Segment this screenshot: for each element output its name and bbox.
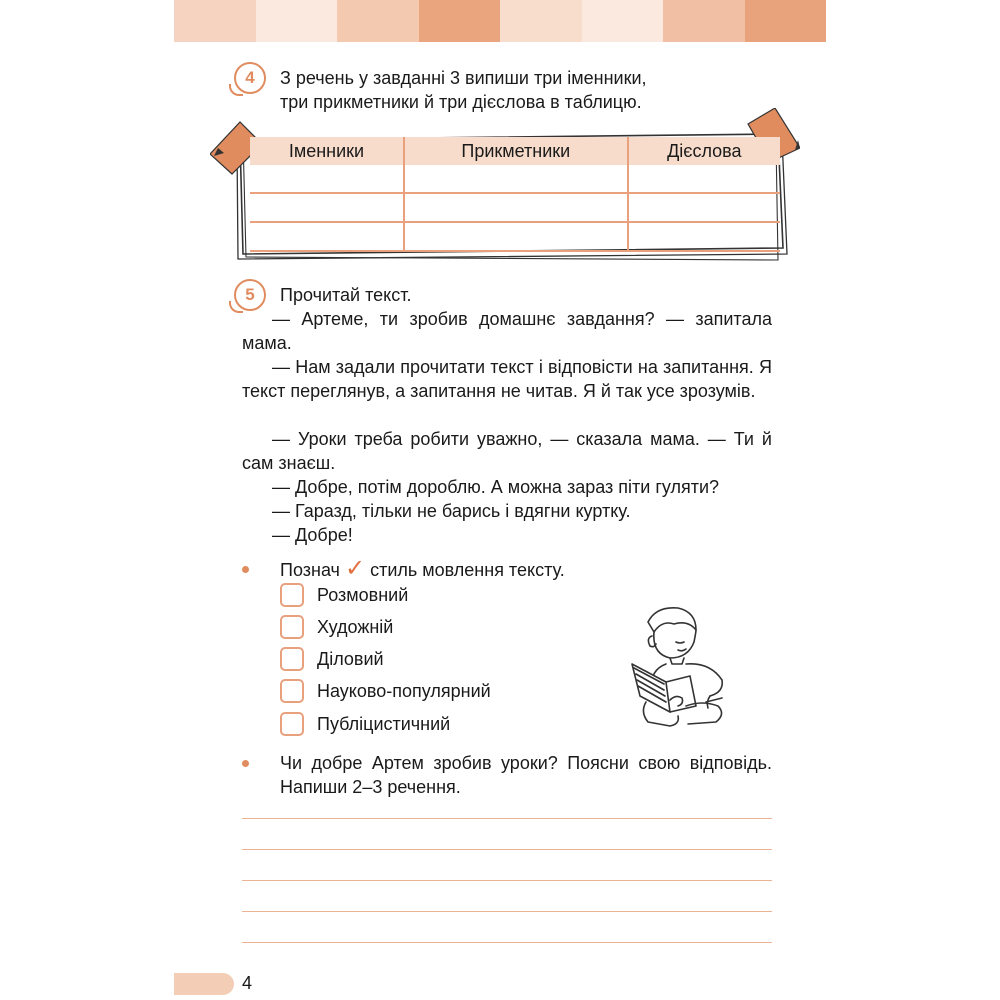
checkbox[interactable]	[280, 647, 304, 671]
option-label: Науково-популярний	[317, 680, 491, 701]
question-style	[280, 557, 565, 582]
option-publicistic[interactable]	[280, 711, 450, 737]
option-label: Розмовний	[317, 584, 409, 605]
checkbox[interactable]	[280, 583, 304, 607]
table-cell[interactable]	[628, 165, 780, 193]
header-color-block	[337, 0, 419, 42]
bullet-icon	[242, 760, 249, 767]
dialogue-paragraph: — Уроки треба робити уважно, — сказала мама. — Ти й сам знаєш.	[242, 429, 772, 473]
table-cell[interactable]	[250, 193, 404, 222]
answer-line[interactable]	[242, 818, 772, 819]
header-color-block	[663, 0, 745, 42]
column-header-nouns: Іменники	[250, 137, 404, 165]
table-cell[interactable]	[628, 193, 780, 222]
column-header-adjectives: Прикметники	[404, 137, 628, 165]
header-color-band	[174, 0, 826, 42]
answer-line[interactable]	[242, 942, 772, 943]
header-color-block	[419, 0, 501, 42]
option-conversational[interactable]	[280, 582, 408, 608]
answer-line[interactable]	[242, 911, 772, 912]
page-number: 4	[242, 973, 253, 993]
table-row	[250, 193, 780, 222]
table-cell[interactable]	[404, 222, 628, 251]
words-table-frame	[210, 108, 800, 266]
table-row	[250, 165, 780, 193]
dialogue-paragraph: — Артеме, ти зробив домашнє завдання? — запитала мама.	[242, 309, 772, 353]
dialogue-paragraph: — Нам задали прочитати текст і відповісти на запитання. Я текст переглянув, а запитання не читав. Я й так усе зрозумів.	[242, 357, 772, 401]
task-5-number: 5	[234, 279, 266, 311]
option-label: Художній	[317, 616, 394, 637]
answer-line[interactable]	[242, 849, 772, 850]
answer-line[interactable]	[242, 880, 772, 881]
task-4-text-line-2: три прикметники й три дієслова в таблицю.	[280, 92, 642, 112]
page-tab	[174, 973, 234, 995]
bullet-icon	[242, 566, 249, 573]
task-4-text-line-1: З речень у завданні 3 випиши три іменники,	[280, 68, 647, 88]
table-cell[interactable]	[250, 165, 404, 193]
question-style-after: стиль мовлення тексту.	[370, 560, 565, 580]
dialogue-paragraph: — Гаразд, тільки не барись і вдягни куртку.	[272, 501, 631, 521]
option-label: Діловий	[317, 648, 384, 669]
option-business[interactable]	[280, 646, 384, 672]
dialogue-paragraph: — Добре, потім дороблю. А можна зараз піти гуляти?	[272, 477, 720, 497]
header-color-block	[582, 0, 664, 42]
words-table	[250, 137, 780, 252]
checkbox[interactable]	[280, 615, 304, 639]
task-5-intro: Прочитай текст.	[280, 285, 412, 305]
header-color-block	[745, 0, 827, 42]
checkbox[interactable]	[280, 679, 304, 703]
header-color-block	[256, 0, 338, 42]
checkmark-icon: ✓	[344, 555, 366, 582]
option-artistic[interactable]	[280, 614, 393, 640]
checkbox[interactable]	[280, 712, 304, 736]
table-row	[250, 222, 780, 251]
boy-reading-book-icon	[626, 602, 730, 728]
table-cell[interactable]	[404, 193, 628, 222]
option-popular-science[interactable]	[280, 678, 491, 704]
question-explain: Чи добре Артем зробив уроки? Поясни свою відповідь. Напиши 2–3 речення.	[280, 753, 772, 797]
question-style-before: Познач	[280, 560, 340, 580]
table-cell[interactable]	[628, 222, 780, 251]
header-color-block	[174, 0, 256, 42]
dialogue-paragraph: — Добре!	[272, 525, 353, 545]
table-cell[interactable]	[250, 222, 404, 251]
column-header-verbs: Дієслова	[628, 137, 780, 165]
option-label: Публіцистичний	[317, 713, 451, 734]
header-color-block	[500, 0, 582, 42]
table-cell[interactable]	[404, 165, 628, 193]
task-4-number: 4	[234, 62, 266, 94]
